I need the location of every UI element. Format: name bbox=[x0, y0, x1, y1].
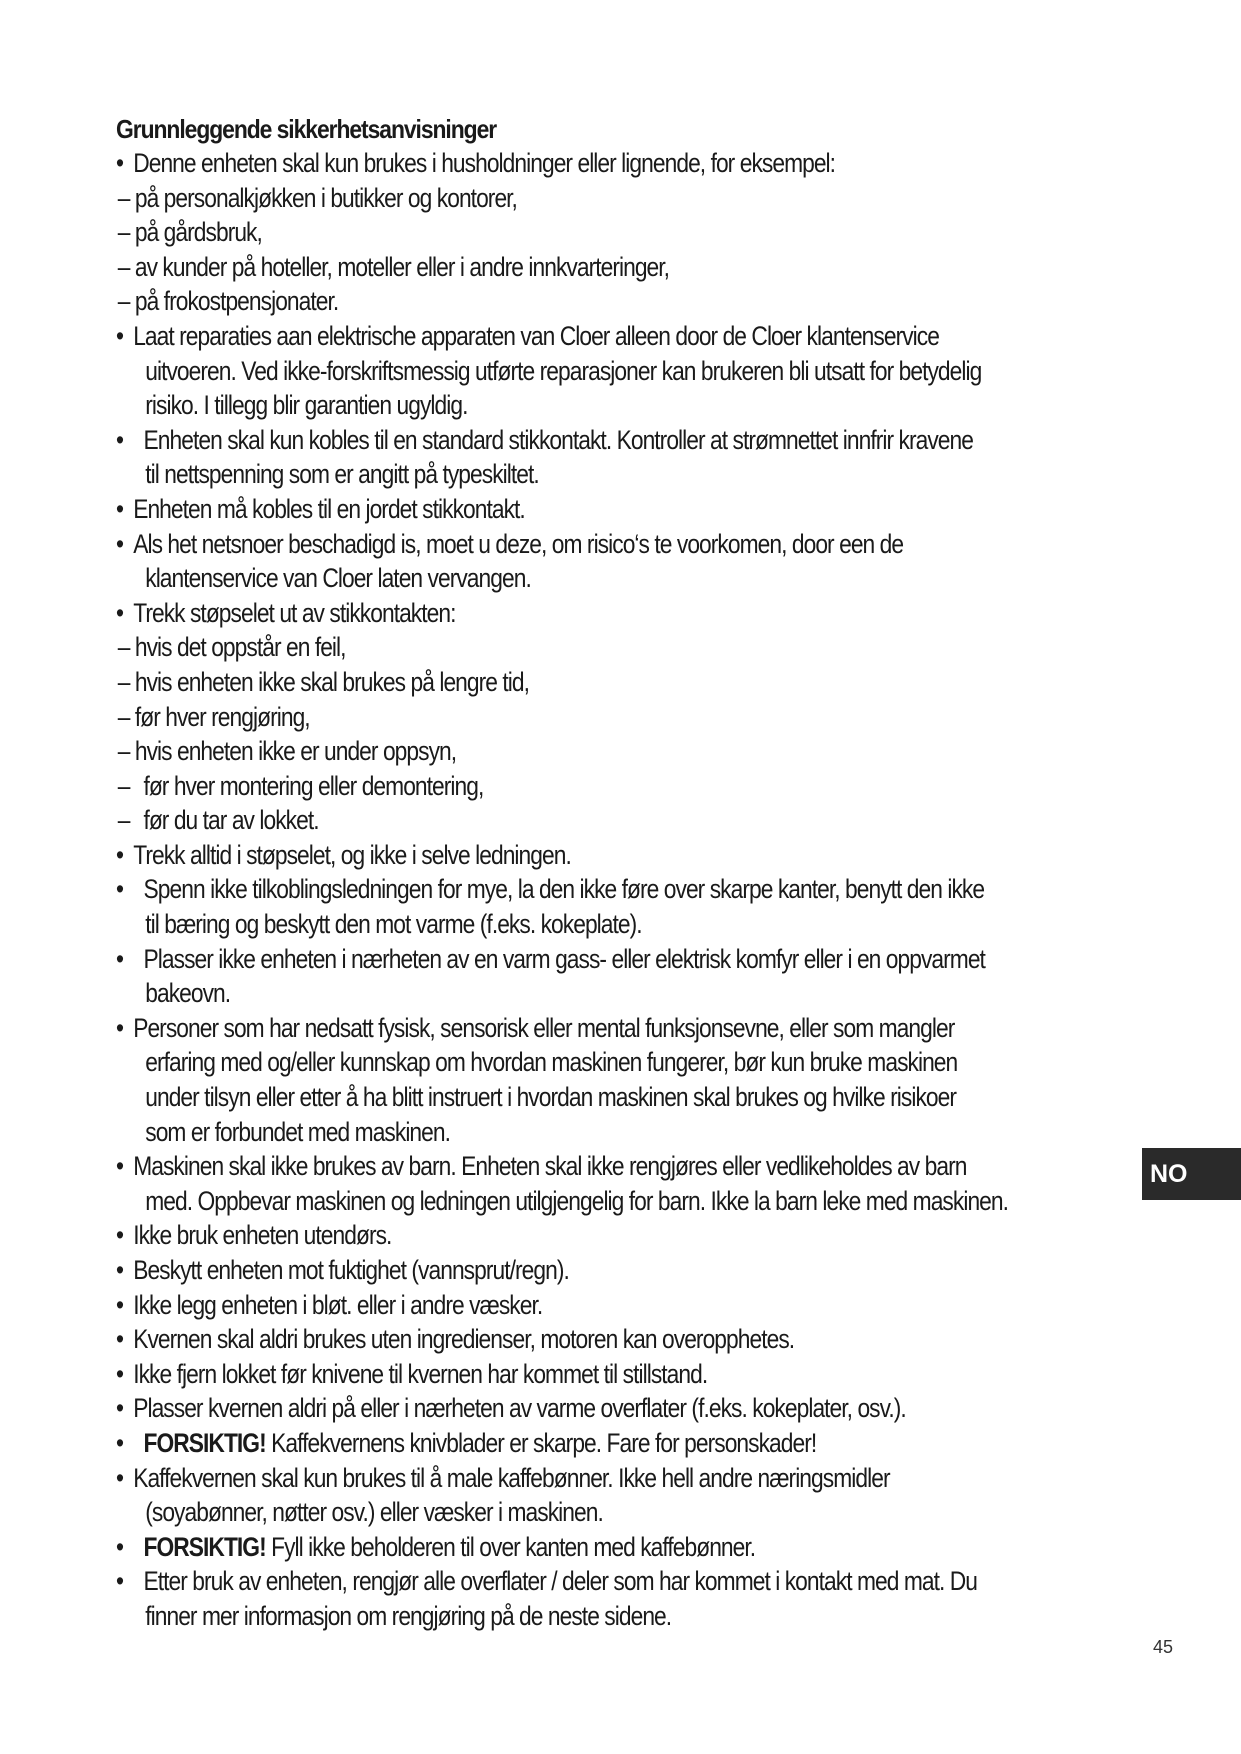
bullet-item bbox=[116, 838, 993, 873]
bullet-icon: • bbox=[116, 148, 124, 178]
sub-item bbox=[116, 630, 993, 665]
section-heading: Grunnleggende sikkerhetsanvisninger bbox=[116, 114, 497, 144]
line-text: uitvoeren. Ved ikke-forskriftsmessig utførte reparasjoner kan brukeren bli utsatt for betydelig bbox=[145, 355, 982, 386]
line-text: Ikke bruk enheten utendørs. bbox=[133, 1220, 392, 1251]
line-text: på frokostpensjonater. bbox=[134, 286, 339, 317]
warning-label: FORSIKTIG! bbox=[143, 1427, 266, 1458]
bullet-item bbox=[116, 492, 993, 527]
continuation-line bbox=[116, 1080, 993, 1115]
line-text: Kaffekvernen skal kun brukes til å male kaffebønner. Ikke hell andre næringsmidler bbox=[133, 1462, 890, 1493]
dash-icon: – bbox=[117, 736, 135, 767]
continuation-line bbox=[116, 354, 993, 389]
line-text: hvis enheten ikke skal brukes på lengre tid, bbox=[134, 666, 530, 697]
line-text: før hver montering eller demontering, bbox=[143, 770, 484, 801]
bullet-icon: • bbox=[116, 1012, 124, 1043]
line-text: (soyabønner, nøtter osv.) eller væsker i maskinen. bbox=[145, 1497, 603, 1528]
bullet-icon: • bbox=[116, 839, 124, 870]
line-text: før hver rengjøring, bbox=[134, 701, 310, 732]
dash-icon: – bbox=[117, 701, 135, 732]
bullet-item bbox=[116, 1011, 993, 1046]
bullet-icon: • bbox=[116, 1462, 124, 1493]
line-text: bakeovn. bbox=[145, 978, 231, 1009]
language-tab: NO bbox=[1142, 1148, 1241, 1200]
dash-icon: – bbox=[117, 805, 135, 836]
warning-label: FORSIKTIG! bbox=[143, 1531, 266, 1562]
line-text: til bæring og beskytt den mot varme (f.eks. kokeplate). bbox=[145, 909, 642, 940]
continuation-line bbox=[116, 1045, 993, 1080]
line-text: Personer som har nedsatt fysisk, sensorisk eller mental funksjonsevne, eller som mangler bbox=[133, 1012, 955, 1043]
bullet-icon: • bbox=[116, 1255, 124, 1285]
bullet-icon: • bbox=[116, 943, 124, 974]
line-text: finner mer informasjon om rengjøring på de neste sidene. bbox=[145, 1600, 672, 1631]
bullet-icon: • bbox=[116, 1566, 124, 1597]
continuation-line bbox=[116, 388, 993, 423]
line-text: Trekk alltid i støpselet, og ikke i selve ledningen. bbox=[133, 839, 571, 870]
line-text: før du tar av lokket. bbox=[143, 805, 319, 836]
bullet-item bbox=[116, 1426, 993, 1461]
sub-item bbox=[116, 284, 993, 319]
dash-icon: – bbox=[117, 251, 135, 282]
bullet-item bbox=[116, 596, 993, 631]
sub-item bbox=[116, 700, 993, 735]
bullet-item bbox=[116, 1564, 993, 1599]
line-text: av kunder på hoteller, moteller eller i andre innkvarteringer, bbox=[134, 251, 670, 282]
bullet-icon: • bbox=[116, 1531, 124, 1562]
continuation-line bbox=[116, 907, 993, 942]
bullet-item bbox=[116, 1357, 993, 1392]
line-text: med. Oppbevar maskinen og ledningen utilgjengelig for barn. Ikke la barn leke med maskinen. bbox=[145, 1185, 1009, 1216]
bullet-item bbox=[116, 1461, 993, 1496]
bullet-item bbox=[116, 146, 993, 181]
line-text: hvis enheten ikke er under oppsyn, bbox=[134, 736, 457, 767]
dash-icon: – bbox=[117, 217, 135, 248]
bullet-icon: • bbox=[116, 1289, 124, 1320]
bullet-icon: • bbox=[116, 1324, 124, 1355]
line-text: klantenservice van Cloer laten vervangen. bbox=[145, 563, 531, 594]
continuation-line bbox=[116, 1495, 993, 1530]
line-text: på gårdsbruk, bbox=[134, 217, 262, 248]
line-text: under tilsyn eller etter å ha blitt instruert i hvordan maskinen skal brukes og hvilke risikoer bbox=[145, 1082, 956, 1113]
dash-icon: – bbox=[117, 770, 135, 801]
line-text: til nettspenning som er angitt på typeskiltet. bbox=[145, 459, 539, 490]
bullet-item bbox=[116, 1322, 993, 1357]
bullet-item bbox=[116, 1288, 993, 1323]
line-text: Kaffekvernens knivblader er skarpe. Fare for personskader! bbox=[265, 1427, 817, 1458]
line-text: Denne enheten skal kun brukes i husholdninger eller lignende, for eksempel: bbox=[133, 148, 836, 178]
bullet-icon: • bbox=[116, 1427, 124, 1458]
line-text: Spenn ikke tilkoblingsledningen for mye, la den ikke føre over skarpe kanter, benytt den ikke bbox=[143, 874, 985, 905]
sub-item bbox=[116, 215, 993, 250]
sub-item bbox=[116, 250, 993, 285]
dash-icon: – bbox=[117, 182, 135, 213]
sub-item bbox=[116, 769, 993, 804]
safety-instructions-list bbox=[116, 146, 1136, 1634]
continuation-line bbox=[116, 1115, 993, 1150]
bullet-icon: • bbox=[116, 320, 124, 351]
sub-item bbox=[116, 181, 993, 216]
line-text: på personalkjøkken i butikker og kontorer, bbox=[134, 182, 517, 213]
line-text: Ikke legg enheten i bløt. eller i andre væsker. bbox=[133, 1289, 543, 1320]
continuation-line bbox=[116, 976, 993, 1011]
line-text: Beskytt enheten mot fuktighet (vannsprut/regn). bbox=[133, 1255, 569, 1285]
bullet-item bbox=[116, 1530, 993, 1565]
bullet-item bbox=[116, 1149, 993, 1184]
line-text: Fyll ikke beholderen til over kanten med kaffebønner. bbox=[265, 1531, 756, 1562]
line-text: erfaring med og/eller kunnskap om hvordan maskinen fungerer, bør kun bruke maskinen bbox=[145, 1047, 958, 1078]
bullet-item bbox=[116, 1391, 993, 1426]
dash-icon: – bbox=[117, 286, 135, 317]
line-text: Etter bruk av enheten, rengjør alle overflater / deler som har kommet i kontakt med mat. Du bbox=[143, 1566, 978, 1597]
continuation-line bbox=[116, 561, 993, 596]
line-text: Enheten skal kun kobles til en standard stikkontakt. Kontroller at strømnettet innfrir kravene bbox=[143, 424, 973, 455]
continuation-line bbox=[116, 457, 993, 492]
sub-item bbox=[116, 734, 993, 769]
bullet-icon: • bbox=[116, 874, 124, 905]
bullet-icon: • bbox=[116, 1151, 124, 1182]
line-text: Maskinen skal ikke brukes av barn. Enheten skal ikke rengjøres eller vedlikeholdes av barn bbox=[133, 1151, 967, 1182]
bullet-icon: • bbox=[116, 1358, 124, 1389]
line-text: hvis det oppstår en feil, bbox=[134, 632, 346, 663]
bullet-item bbox=[116, 1218, 993, 1253]
page-number: 45 bbox=[1153, 1637, 1174, 1657]
bullet-icon: • bbox=[116, 424, 124, 455]
line-text: Ikke fjern lokket før knivene til kvernen har kommet til stillstand. bbox=[133, 1358, 708, 1389]
line-text: Laat reparaties aan elektrische apparaten van Cloer alleen door de Cloer klantenservice bbox=[133, 320, 939, 351]
bullet-icon: • bbox=[116, 1393, 124, 1424]
bullet-icon: • bbox=[116, 1220, 124, 1251]
continuation-line bbox=[116, 1184, 1009, 1219]
bullet-item bbox=[116, 527, 993, 562]
bullet-item bbox=[116, 872, 993, 907]
line-text: Als het netsnoer beschadigd is, moet u deze, om risico‘s te voorkomen, door een de bbox=[133, 528, 904, 559]
continuation-line bbox=[116, 1599, 993, 1634]
safety-section bbox=[116, 112, 1136, 1634]
bullet-item bbox=[116, 423, 993, 458]
line-text: Kvernen skal aldri brukes uten ingredienser, motoren kan overopphetes. bbox=[133, 1324, 795, 1355]
dash-icon: – bbox=[117, 632, 135, 663]
line-text: Plasser ikke enheten i nærheten av en varm gass- eller elektrisk komfyr eller i en oppvarmet bbox=[143, 943, 985, 974]
bullet-item bbox=[116, 319, 993, 354]
bullet-icon: • bbox=[116, 528, 124, 559]
bullet-icon: • bbox=[116, 597, 124, 628]
line-text: risiko. I tillegg blir garantien ugyldig. bbox=[145, 390, 468, 421]
line-text: Enheten må kobles til en jordet stikkontakt. bbox=[133, 493, 525, 524]
bullet-icon: • bbox=[116, 493, 124, 524]
bullet-item bbox=[116, 1253, 993, 1288]
bullet-item bbox=[116, 942, 993, 977]
sub-item bbox=[116, 665, 993, 700]
line-text: Plasser kvernen aldri på eller i nærheten av varme overflater (f.eks. kokeplater, osv.). bbox=[133, 1393, 906, 1424]
sub-item bbox=[116, 803, 993, 838]
line-text: som er forbundet med maskinen. bbox=[145, 1116, 451, 1147]
dash-icon: – bbox=[117, 666, 135, 697]
line-text: Trekk støpselet ut av stikkontakten: bbox=[133, 597, 456, 628]
